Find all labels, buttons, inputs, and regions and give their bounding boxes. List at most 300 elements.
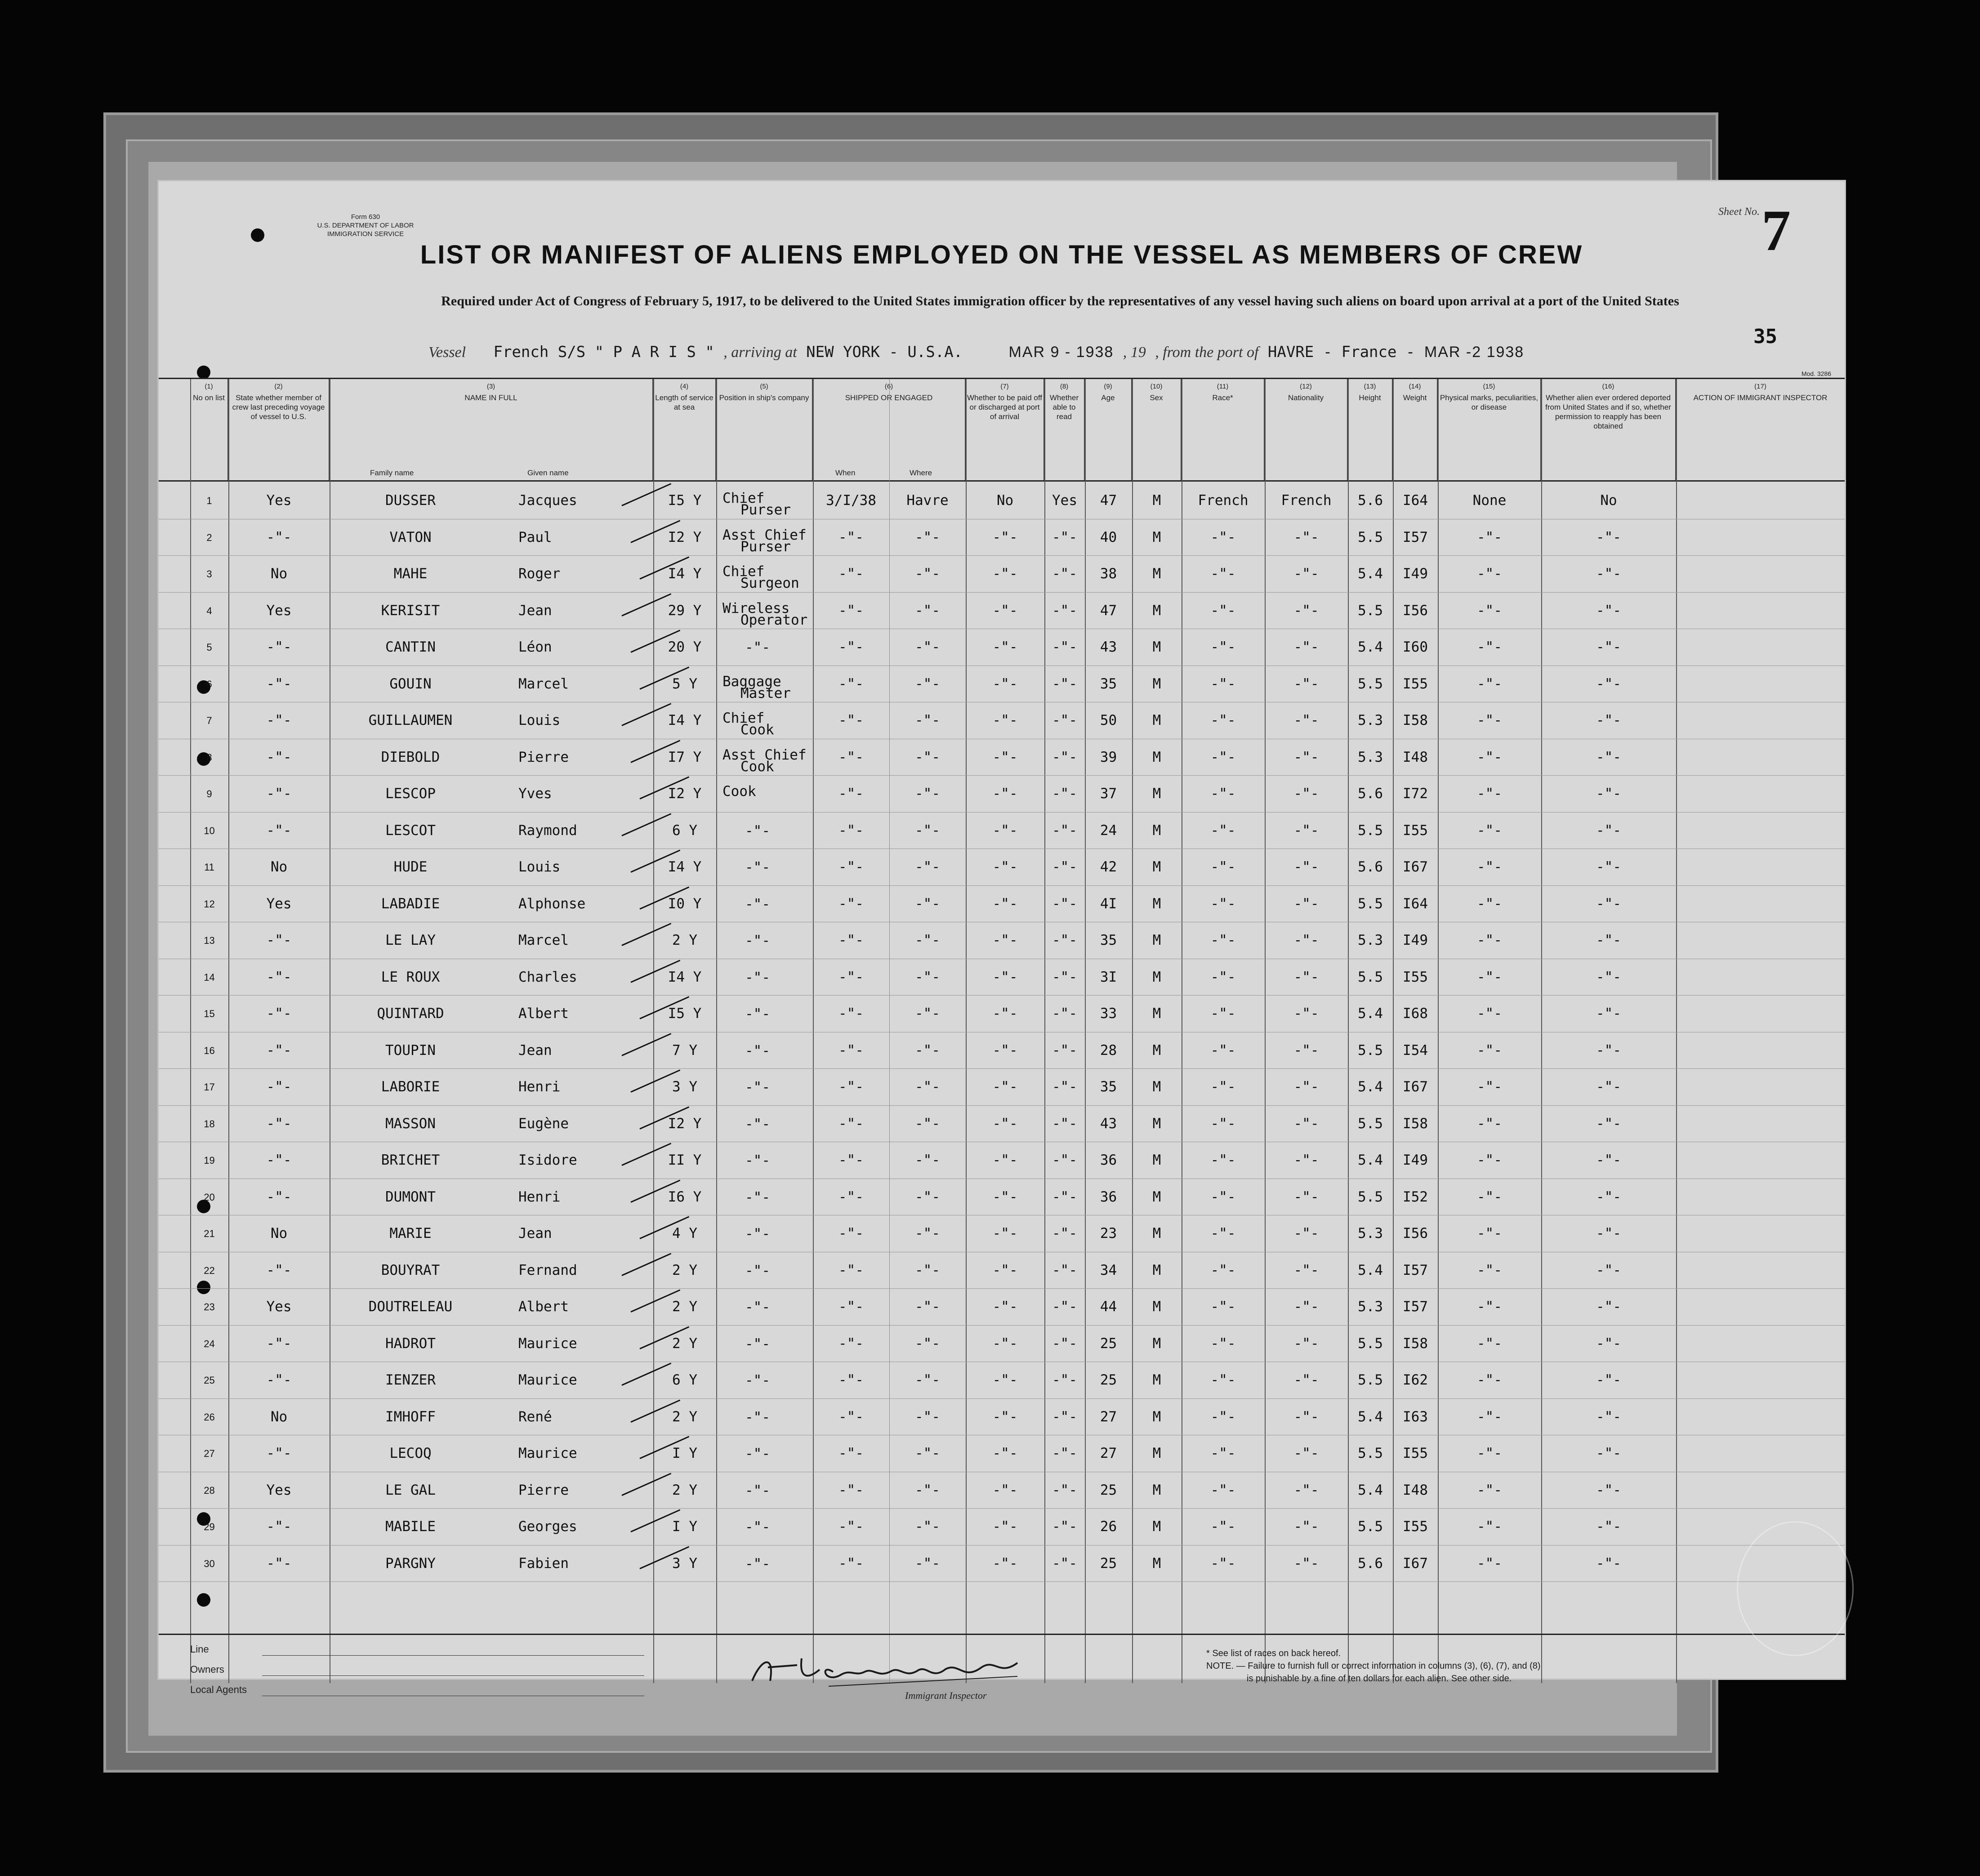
cell-family: MASSON — [385, 1115, 436, 1132]
table-row — [159, 482, 1845, 519]
cell-marks: -"- — [1477, 602, 1502, 619]
cell-nat: -"- — [1293, 529, 1319, 545]
cell-nat: -"- — [1293, 895, 1319, 912]
cell-race: -"- — [1210, 1152, 1236, 1168]
penalty-note-cont: is punishable by a fine of ten dollars for each alien. See other side. — [1247, 1674, 1512, 1684]
cell-given: Paul — [518, 529, 552, 545]
position-line2: Purser — [740, 502, 791, 518]
position-line1: -"- — [745, 1006, 770, 1022]
cell-sex: M — [1152, 602, 1161, 619]
cell-marks: -"- — [1477, 675, 1502, 692]
cell-nat: French — [1281, 492, 1332, 509]
cell-height: 5.6 — [1358, 786, 1383, 802]
cell-weight: I55 — [1403, 1445, 1428, 1461]
cell-no: 9 — [206, 788, 212, 800]
cell-race: -"- — [1210, 969, 1236, 985]
cell-service: I Y — [672, 1519, 697, 1535]
cell-deported: -"- — [1596, 1445, 1621, 1461]
cell-when: -"- — [838, 786, 864, 802]
col-header-marks: (15) Physical marks, peculiarities, or disease — [1438, 379, 1541, 480]
cell-height: 5.4 — [1358, 1152, 1383, 1168]
cell-deported: -"- — [1596, 1335, 1621, 1352]
cell-marks: -"- — [1477, 895, 1502, 912]
col-header-where: Where — [910, 469, 932, 477]
cell-service: 6 Y — [672, 1372, 697, 1388]
cell-read: -"- — [1052, 602, 1077, 619]
cell-age: 35 — [1100, 932, 1117, 948]
cell-where: -"- — [915, 1188, 940, 1205]
cell-read: -"- — [1052, 859, 1077, 875]
cell-nat: -"- — [1293, 859, 1319, 875]
cell-marks: -"- — [1477, 1152, 1502, 1168]
cell-weight: I49 — [1403, 1152, 1428, 1168]
cell-sex: M — [1152, 712, 1161, 728]
cell-age: 39 — [1100, 749, 1117, 765]
cell-sex: M — [1152, 1408, 1161, 1425]
col-header-when: When — [835, 469, 856, 477]
position-line1: -"- — [745, 859, 770, 875]
cell-given: Charles — [518, 969, 577, 985]
cell-given: Jean — [518, 1225, 552, 1242]
cell-position — [716, 666, 813, 702]
cell-marks: -"- — [1477, 1408, 1502, 1425]
cell-age: 3I — [1100, 969, 1117, 985]
table-row — [159, 776, 1845, 813]
cell-no: 23 — [204, 1301, 215, 1313]
cell-marks: -"- — [1477, 1188, 1502, 1205]
cell-age: 25 — [1100, 1555, 1117, 1572]
cell-given: Henri — [518, 1188, 561, 1205]
cell-nat: -"- — [1293, 1555, 1319, 1572]
cell-paid: -"- — [992, 1152, 1018, 1168]
cell-sex: M — [1152, 529, 1161, 545]
table-row — [159, 813, 1845, 849]
cell-height: 5.5 — [1358, 822, 1383, 839]
col-header-service: (4) Length of service at sea — [653, 379, 716, 480]
cell-deported: -"- — [1596, 749, 1621, 765]
table-row — [159, 1472, 1845, 1509]
cell-read: -"- — [1052, 1079, 1077, 1095]
cell-prev: -"- — [266, 1555, 292, 1572]
cell-age: 47 — [1100, 602, 1117, 619]
cell-where: -"- — [915, 1115, 940, 1132]
cell-given: Louis — [518, 712, 561, 728]
cell-deported: -"- — [1596, 1115, 1621, 1132]
cell-race: -"- — [1210, 1042, 1236, 1059]
table-row — [159, 1509, 1845, 1545]
cell-age: 27 — [1100, 1445, 1117, 1461]
col-header-inspector-action: (17) ACTION OF IMMIGRANT INSPECTOR — [1693, 383, 1828, 402]
cell-no: 28 — [204, 1484, 215, 1496]
cell-weight: I56 — [1403, 1225, 1428, 1242]
cell-where: -"- — [915, 1372, 940, 1388]
cell-deported: -"- — [1596, 895, 1621, 912]
cell-height: 5.4 — [1358, 566, 1383, 582]
cell-when: 3/I/38 — [826, 492, 876, 509]
cell-given: Maurice — [518, 1372, 577, 1388]
cell-marks: -"- — [1477, 749, 1502, 765]
cell-age: 4I — [1100, 895, 1117, 912]
cell-service: 3 Y — [672, 1079, 697, 1095]
cell-height: 5.4 — [1358, 1482, 1383, 1498]
cell-prev: -"- — [266, 932, 292, 948]
table-row — [159, 1545, 1845, 1582]
cell-sex: M — [1152, 1335, 1161, 1352]
cell-weight: I72 — [1403, 786, 1428, 802]
cell-family: QUINTARD — [377, 1005, 444, 1022]
cell-sex: M — [1152, 492, 1161, 509]
cell-family: MABILE — [385, 1519, 436, 1535]
page-title: LIST OR MANIFEST OF ALIENS EMPLOYED ON THE VESSEL AS MEMBERS OF CREW — [420, 240, 1583, 269]
cell-position — [716, 813, 813, 849]
cell-sex: M — [1152, 1262, 1161, 1278]
cell-family: VATON — [389, 529, 432, 545]
cell-when: -"- — [838, 1482, 864, 1498]
cell-race: -"- — [1210, 895, 1236, 912]
cell-marks: -"- — [1477, 1445, 1502, 1461]
cell-when: -"- — [838, 1445, 864, 1461]
cell-position — [716, 1252, 813, 1289]
cell-read: -"- — [1052, 822, 1077, 839]
cell-deported: -"- — [1596, 1555, 1621, 1572]
manifest-page — [157, 180, 1846, 1701]
cell-weight: I49 — [1403, 932, 1428, 948]
cell-height: 5.5 — [1358, 1188, 1383, 1205]
cell-paid: -"- — [992, 895, 1018, 912]
cell-age: 33 — [1100, 1005, 1117, 1022]
cell-race: -"- — [1210, 529, 1236, 545]
cell-paid: -"- — [992, 786, 1018, 802]
cell-given: Jacques — [518, 492, 577, 509]
cell-race: -"- — [1210, 712, 1236, 728]
col-header-family: Family name — [370, 469, 414, 477]
cell-position — [716, 922, 813, 959]
cell-nat: -"- — [1293, 969, 1319, 985]
position-line1: Chief — [722, 710, 765, 726]
service: IMMIGRATION SERVICE — [327, 230, 404, 238]
cell-read: -"- — [1052, 1519, 1077, 1535]
cell-given: Yves — [518, 786, 552, 802]
cell-when: -"- — [838, 1262, 864, 1278]
cell-weight: I64 — [1403, 895, 1428, 912]
col-header-race: (11) Race* — [1182, 379, 1265, 480]
cell-service: I2 Y — [668, 786, 702, 802]
cell-when: -"- — [838, 602, 864, 619]
cell-service: 2 Y — [672, 1482, 697, 1498]
cell-no: 6 — [206, 678, 212, 690]
cell-age: 27 — [1100, 1408, 1117, 1425]
cell-paid: -"- — [992, 1079, 1018, 1095]
cell-sex: M — [1152, 1079, 1161, 1095]
cell-position — [716, 1142, 813, 1179]
cell-race: -"- — [1210, 1188, 1236, 1205]
cell-prev: No — [270, 566, 288, 582]
cell-race: -"- — [1210, 675, 1236, 692]
cell-prev: No — [270, 859, 288, 875]
cell-position — [716, 482, 813, 519]
cell-prev: -"- — [266, 639, 292, 655]
cell-position — [716, 593, 813, 629]
cell-family: MAHE — [393, 566, 428, 582]
cell-when: -"- — [838, 1115, 864, 1132]
cell-prev: -"- — [266, 822, 292, 839]
cell-where: Havre — [906, 492, 949, 509]
position-line1: -"- — [745, 1555, 770, 1572]
cell-service: 7 Y — [672, 1042, 697, 1059]
cell-age: 44 — [1100, 1299, 1117, 1315]
cell-age: 50 — [1100, 712, 1117, 728]
cell-race: -"- — [1210, 1225, 1236, 1242]
cell-marks: -"- — [1477, 1299, 1502, 1315]
cell-family: BOUYRAT — [381, 1262, 440, 1278]
cell-read: -"- — [1052, 895, 1077, 912]
cell-paid: -"- — [992, 602, 1018, 619]
cell-age: 23 — [1100, 1225, 1117, 1242]
position-line2: Master — [740, 685, 791, 701]
cell-paid: -"- — [992, 529, 1018, 545]
cell-age: 25 — [1100, 1482, 1117, 1498]
cell-given: René — [518, 1408, 552, 1425]
cell-sex: M — [1152, 786, 1161, 802]
cell-where: -"- — [915, 1152, 940, 1168]
cell-nat: -"- — [1293, 675, 1319, 692]
cell-position — [716, 1179, 813, 1215]
cell-marks: -"- — [1477, 1225, 1502, 1242]
cell-weight: I67 — [1403, 1555, 1428, 1572]
cell-no: 27 — [204, 1448, 215, 1459]
cell-age: 40 — [1100, 529, 1117, 545]
vessel-line — [428, 343, 1524, 361]
cell-age: 36 — [1100, 1152, 1117, 1168]
cell-position — [716, 1106, 813, 1142]
column-headers — [159, 379, 1845, 482]
cell-height: 5.5 — [1358, 1519, 1383, 1535]
cell-when: -"- — [838, 712, 864, 728]
cell-when: -"- — [838, 822, 864, 839]
cell-paid: -"- — [992, 1335, 1018, 1352]
cell-height: 5.5 — [1358, 1115, 1383, 1132]
cell-race: -"- — [1210, 602, 1236, 619]
cell-marks: -"- — [1477, 1335, 1502, 1352]
position-line2: Cook — [740, 758, 774, 775]
cell-marks: -"- — [1477, 1555, 1502, 1572]
cell-paid: -"- — [992, 1519, 1018, 1535]
cell-race: -"- — [1210, 786, 1236, 802]
cell-height: 5.3 — [1358, 1225, 1383, 1242]
table-row — [159, 1252, 1845, 1289]
cell-when: -"- — [838, 1188, 864, 1205]
cell-race: -"- — [1210, 1408, 1236, 1425]
cell-race: -"- — [1210, 1079, 1236, 1095]
cell-marks: -"- — [1477, 529, 1502, 545]
cell-given: Maurice — [518, 1335, 577, 1352]
cell-marks: -"- — [1477, 1262, 1502, 1278]
cell-given: Pierre — [518, 1482, 569, 1498]
cell-read: -"- — [1052, 1445, 1077, 1461]
table-row — [159, 739, 1845, 776]
cell-when: -"- — [838, 1299, 864, 1315]
punch-hole — [197, 1593, 210, 1607]
cell-age: 28 — [1100, 1042, 1117, 1059]
cell-read: -"- — [1052, 1335, 1077, 1352]
cell-weight: I55 — [1403, 1519, 1428, 1535]
cell-service: I Y — [672, 1445, 697, 1461]
cell-service: I5 Y — [668, 492, 702, 509]
cell-family: GOUIN — [389, 675, 432, 692]
cell-no: 25 — [204, 1375, 215, 1386]
col-header-sex: (10) Sex — [1132, 379, 1182, 480]
cell-deported: -"- — [1596, 786, 1621, 802]
cell-weight: I58 — [1403, 1115, 1428, 1132]
position-line1: -"- — [745, 896, 770, 912]
table-row — [159, 996, 1845, 1032]
position-line2: Operator — [740, 612, 808, 628]
cell-paid: -"- — [992, 859, 1018, 875]
cell-marks: -"- — [1477, 639, 1502, 655]
cell-read: -"- — [1052, 1225, 1077, 1242]
col-header-paid-off: (7) Whether to be paid off or discharged at port of arrival — [966, 379, 1044, 480]
position-line1: -"- — [745, 969, 770, 986]
table-row — [159, 849, 1845, 886]
cell-family: MARIE — [389, 1225, 432, 1242]
cell-race: French — [1198, 492, 1249, 509]
line-field — [262, 1655, 644, 1656]
cell-no: 29 — [204, 1521, 215, 1532]
cell-age: 25 — [1100, 1372, 1117, 1388]
cell-marks: -"- — [1477, 1079, 1502, 1095]
cell-read: -"- — [1052, 1152, 1077, 1168]
cell-sex: M — [1152, 1482, 1161, 1498]
cell-nat: -"- — [1293, 749, 1319, 765]
cell-height: 5.4 — [1358, 1262, 1383, 1278]
cell-prev: Yes — [266, 602, 292, 619]
cell-service: I4 Y — [668, 712, 702, 728]
cell-family: IENZER — [385, 1372, 436, 1388]
cell-weight: I63 — [1403, 1408, 1428, 1425]
cell-nat: -"- — [1293, 602, 1319, 619]
cell-race: -"- — [1210, 1335, 1236, 1352]
cell-where: -"- — [915, 1225, 940, 1242]
cell-nat: -"- — [1293, 1152, 1319, 1168]
cell-position — [716, 1069, 813, 1105]
cell-given: Albert — [518, 1005, 569, 1022]
cell-prev: -"- — [266, 749, 292, 765]
cell-age: 26 — [1100, 1519, 1117, 1535]
cell-weight: I54 — [1403, 1042, 1428, 1059]
table-row — [159, 519, 1845, 556]
table-row — [159, 1106, 1845, 1143]
cell-weight: I52 — [1403, 1188, 1428, 1205]
cell-read: -"- — [1052, 1299, 1077, 1315]
cell-height: 5.4 — [1358, 1005, 1383, 1022]
cell-service: I0 Y — [668, 895, 702, 912]
position-line1: -"- — [745, 1226, 770, 1242]
cell-paid: -"- — [992, 1555, 1018, 1572]
cell-family: LABORIE — [381, 1079, 440, 1095]
cell-family: BRICHET — [381, 1152, 440, 1168]
cell-where: -"- — [915, 1299, 940, 1315]
cell-deported: -"- — [1596, 566, 1621, 582]
cell-marks: -"- — [1477, 969, 1502, 985]
cell-where: -"- — [915, 675, 940, 692]
cell-read: -"- — [1052, 639, 1077, 655]
position-line1: Cook — [722, 783, 756, 800]
cell-weight: I67 — [1403, 1079, 1428, 1095]
cell-family: LE ROUX — [381, 969, 440, 985]
position-line1: Wireless — [722, 600, 790, 616]
cell-where: -"- — [915, 1335, 940, 1352]
table-row — [159, 556, 1845, 593]
cell-age: 36 — [1100, 1188, 1117, 1205]
cell-race: -"- — [1210, 749, 1236, 765]
race-note: * See list of races on back hereof. — [1206, 1648, 1341, 1658]
cell-paid: -"- — [992, 749, 1018, 765]
cell-marks: -"- — [1477, 712, 1502, 728]
cell-no: 4 — [206, 605, 212, 616]
cell-prev: -"- — [266, 1079, 292, 1095]
cell-age: 38 — [1100, 566, 1117, 582]
cell-service: I6 Y — [668, 1188, 702, 1205]
cell-service: 4 Y — [672, 1225, 697, 1242]
cell-when: -"- — [838, 859, 864, 875]
cell-race: -"- — [1210, 566, 1236, 582]
cell-prev: -"- — [266, 1042, 292, 1059]
cell-deported: -"- — [1596, 1188, 1621, 1205]
cell-service: I2 Y — [668, 1115, 702, 1132]
cell-deported: -"- — [1596, 529, 1621, 545]
cell-read: -"- — [1052, 1115, 1077, 1132]
cell-given: Albert — [518, 1299, 569, 1315]
table-row — [159, 1032, 1845, 1069]
cell-marks: -"- — [1477, 1519, 1502, 1535]
cell-prev: Yes — [266, 895, 292, 912]
position-line1: -"- — [745, 822, 770, 839]
cell-when: -"- — [838, 529, 864, 545]
cell-height: 5.5 — [1358, 895, 1383, 912]
cell-nat: -"- — [1293, 1079, 1319, 1095]
cell-no: 13 — [204, 935, 215, 946]
cell-height: 5.5 — [1358, 529, 1383, 545]
cell-marks: -"- — [1477, 566, 1502, 582]
penalty-note: NOTE. — Failure to furnish full or correct information in columns (3), (6), (7), and (8) — [1206, 1661, 1541, 1671]
cell-given: Georges — [518, 1519, 577, 1535]
cell-weight: I48 — [1403, 749, 1428, 765]
position-line1: -"- — [745, 1189, 770, 1206]
cell-given: Raymond — [518, 822, 577, 839]
cell-paid: -"- — [992, 1408, 1018, 1425]
cell-no: 3 — [206, 568, 212, 580]
cell-when: -"- — [838, 1519, 864, 1535]
cell-deported: No — [1600, 492, 1617, 509]
table-row — [159, 666, 1845, 703]
col-header-position: (5) Position in ship's company — [716, 379, 813, 480]
cell-when: -"- — [838, 1005, 864, 1022]
cell-where: -"- — [915, 749, 940, 765]
cell-age: 24 — [1100, 822, 1117, 839]
cell-nat: -"- — [1293, 1445, 1319, 1461]
cell-deported: -"- — [1596, 1152, 1621, 1168]
cell-race: -"- — [1210, 1482, 1236, 1498]
cell-where: -"- — [915, 529, 940, 545]
cell-marks: None — [1472, 492, 1507, 509]
cell-weight: I55 — [1403, 822, 1428, 839]
cell-nat: -"- — [1293, 1262, 1319, 1278]
department: U.S. DEPARTMENT OF LABOR — [317, 222, 414, 229]
cell-family: CANTIN — [385, 639, 436, 655]
cell-given: Fernand — [518, 1262, 577, 1278]
cell-deported: -"- — [1596, 1299, 1621, 1315]
table-row — [159, 1435, 1845, 1472]
